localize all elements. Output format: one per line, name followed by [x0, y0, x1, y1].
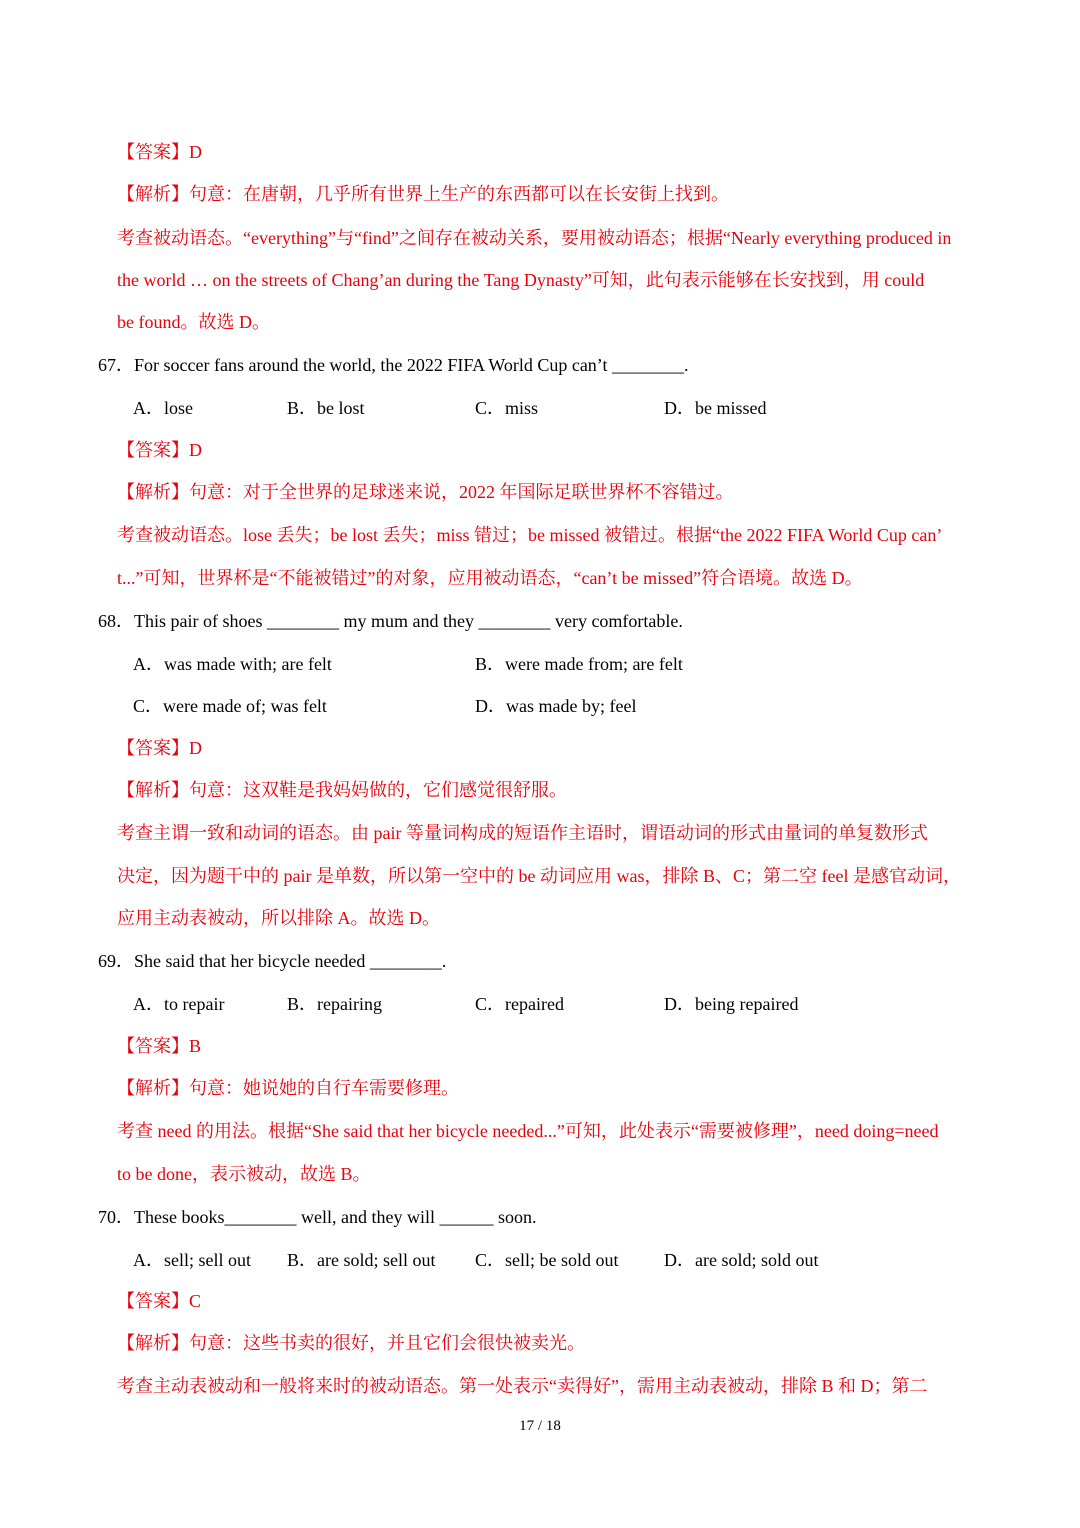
- analysis-70: 【解析】句意：这些书卖的很好，并且它们会很快被卖光。: [117, 1333, 585, 1353]
- explanation-67-line-1: 考查被动语态。lose 丢失；be lost 丢失；miss 错过；be missed 被错过。根据“the 2022 FIFA World Cup can’: [117, 525, 943, 545]
- question-67-option-c: C．miss: [475, 398, 539, 418]
- answer-68: 【答案】D: [117, 738, 202, 758]
- explanation-66-line-2: the world … on the streets of Chang’an during the Tang Dynasty”可知，此句表示能够在长安找到，用 could: [117, 270, 925, 290]
- question-69-stem: 69．She said that her bicycle needed ________.: [98, 951, 447, 971]
- page-number: 17 / 18: [519, 1418, 561, 1434]
- explanation-70-line-1: 考查主动表被动和一般将来时的被动语态。第一处表示“卖得好”，需用主动表被动，排除 B 和 D；第二: [117, 1376, 928, 1396]
- answer-66: 【答案】D: [117, 142, 202, 162]
- analysis-66: 【解析】句意：在唐朝，几乎所有世界上生产的东西都可以在长安街上找到。: [117, 184, 729, 204]
- question-68-option-a: A．was made with; are felt: [133, 654, 332, 674]
- explanation-67-line-2: t...”可知，世界杯是“不能被错过”的对象，应用被动语态，“can’t be missed”符合语境。故选 D。: [117, 568, 863, 588]
- question-67-option-d: D．be missed: [664, 398, 767, 418]
- analysis-67: 【解析】句意：对于全世界的足球迷来说，2022 年国际足联世界杯不容错过。: [117, 482, 734, 502]
- question-68-option-b: B．were made from; are felt: [475, 654, 683, 674]
- explanation-66-line-3: be found。故选 D。: [117, 312, 270, 332]
- explanation-69-line-1: 考查 need 的用法。根据“She said that her bicycle needed...”可知，此处表示“需要被修理”，need doing=need: [117, 1121, 939, 1141]
- explanation-68-line-2: 决定，因为题干中的 pair 是单数，所以第一空中的 be 动词应用 was，排除 B、C；第二空 feel 是感官动词，: [117, 866, 961, 886]
- analysis-69: 【解析】句意：她说她的自行车需要修理。: [117, 1078, 459, 1098]
- question-68-option-c: C．were made of; was felt: [133, 696, 327, 716]
- question-69-option-a: A．to repair: [133, 994, 225, 1014]
- question-70-option-d: D．are sold; sold out: [664, 1250, 819, 1270]
- question-67-stem: 67．For soccer fans around the world, the 2022 FIFA World Cup can’t ________.: [98, 355, 689, 375]
- explanation-69-line-2: to be done，表示被动，故选 B。: [117, 1164, 371, 1184]
- explanation-66-line-1: 考查被动语态。“everything”与“find”之间存在被动关系，要用被动语态；根据“Nearly everything produced in: [117, 228, 952, 248]
- question-70-stem: 70．These books________ well, and they will ______ soon.: [98, 1207, 537, 1227]
- answer-69: 【答案】B: [117, 1036, 202, 1056]
- question-70-option-b: B．are sold; sell out: [287, 1250, 436, 1270]
- question-70-option-c: C．sell; be sold out: [475, 1250, 619, 1270]
- question-68-option-d: D．was made by; feel: [475, 696, 637, 716]
- question-70-option-a: A．sell; sell out: [133, 1250, 251, 1270]
- analysis-68: 【解析】句意：这双鞋是我妈妈做的，它们感觉很舒服。: [117, 780, 567, 800]
- answer-70: 【答案】C: [117, 1291, 202, 1311]
- explanation-68-line-1: 考查主谓一致和动词的语态。由 pair 等量词构成的短语作主语时，谓语动词的形式由量词的单复数形式: [117, 823, 928, 843]
- question-69-option-d: D．being repaired: [664, 994, 799, 1014]
- question-68-stem: 68．This pair of shoes ________ my mum and they ________ very comfortable.: [98, 611, 683, 631]
- explanation-68-line-3: 应用主动表被动，所以排除 A。故选 D。: [117, 908, 440, 928]
- question-69-option-b: B．repairing: [287, 994, 382, 1014]
- question-67-option-b: B．be lost: [287, 398, 365, 418]
- question-67-option-a: A．lose: [133, 398, 193, 418]
- question-69-option-c: C．repaired: [475, 994, 564, 1014]
- answer-67: 【答案】D: [117, 440, 202, 460]
